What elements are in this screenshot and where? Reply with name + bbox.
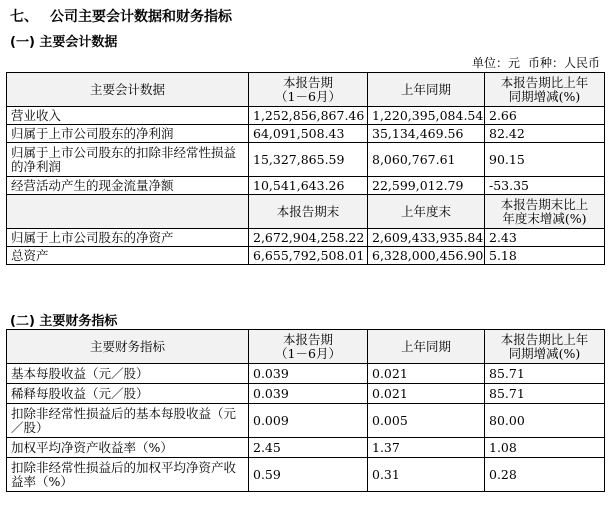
data-cell: 0.021	[368, 364, 485, 384]
data-cell: 归属于上市公司股东的净利润	[7, 125, 249, 143]
subsection-heading-accounting: (一) 主要会计数据	[10, 35, 118, 50]
table-row	[7, 107, 605, 125]
table-row	[7, 438, 605, 458]
data-cell: 1,252,856,867.46	[249, 107, 368, 125]
header-cell: 本报告期 （1－6月）	[249, 73, 368, 107]
subheader-cell: 上年度末	[368, 195, 485, 229]
data-cell: 1.08	[485, 438, 605, 458]
data-cell: 80.00	[485, 404, 605, 438]
data-cell: 0.005	[368, 404, 485, 438]
currency-label: 币种：人民币	[527, 56, 600, 70]
data-cell: 2,609,433,935.84	[368, 229, 485, 247]
data-cell: -53.35	[485, 177, 605, 195]
data-cell: 2,672,904,258.22	[249, 229, 368, 247]
header-cell: 上年同期	[368, 330, 485, 364]
section-title	[10, 6, 232, 26]
table-header-row	[7, 195, 605, 229]
data-cell: 85.71	[485, 384, 605, 404]
data-cell: 0.039	[249, 384, 368, 404]
table-row	[7, 143, 605, 177]
data-cell: 0.28	[485, 458, 605, 492]
table-row	[7, 247, 605, 265]
accounting-data-table	[6, 72, 605, 265]
data-cell: 0.039	[249, 364, 368, 384]
data-cell: 0.009	[249, 404, 368, 438]
data-cell: 8,060,767.61	[368, 143, 485, 177]
table-row	[7, 125, 605, 143]
data-cell: 扣除非经常性损益后的加权平均净资产收益率（%）	[7, 458, 249, 492]
table-row	[7, 177, 605, 195]
data-cell: 6,655,792,508.01	[249, 247, 368, 265]
data-cell: 扣除非经常性损益后的基本每股收益（元／股）	[7, 404, 249, 438]
table-header-row	[7, 73, 605, 107]
data-cell: 64,091,508.43	[249, 125, 368, 143]
table-row	[7, 229, 605, 247]
data-cell: 85.71	[485, 364, 605, 384]
data-cell: 基本每股收益（元／股）	[7, 364, 249, 384]
subheader-cell: 本报告期末比上 年度末增减(%)	[485, 195, 605, 229]
section-title-text: 公司主要会计数据和财务指标	[50, 9, 232, 25]
data-cell: 35,134,469.56	[368, 125, 485, 143]
data-cell: 稀释每股收益（元／股）	[7, 384, 249, 404]
section-number: 七、	[10, 9, 38, 25]
data-cell: 2.43	[485, 229, 605, 247]
subheader-cell: 本报告期末	[249, 195, 368, 229]
table-header-row	[7, 330, 605, 364]
data-cell: 10,541,643.26	[249, 177, 368, 195]
data-cell: 90.15	[485, 143, 605, 177]
data-cell: 2.45	[249, 438, 368, 458]
table-row	[7, 404, 605, 438]
subsection-heading-financial: (二) 主要财务指标	[10, 314, 118, 329]
data-cell: 总资产	[7, 247, 249, 265]
data-cell: 归属于上市公司股东的扣除非经常性损益的净利润	[7, 143, 249, 177]
financial-indicators-table	[6, 329, 605, 492]
data-cell: 82.42	[485, 125, 605, 143]
data-cell: 0.31	[368, 458, 485, 492]
unit-label: 单位：元	[471, 56, 520, 70]
data-cell: 营业收入	[7, 107, 249, 125]
header-cell: 本报告期比上年 同期增减(%)	[485, 73, 605, 107]
data-cell: 0.021	[368, 384, 485, 404]
header-cell: 上年同期	[368, 73, 485, 107]
table-row	[7, 458, 605, 492]
data-cell: 6,328,000,456.90	[368, 247, 485, 265]
data-cell: 加权平均净资产收益率（%）	[7, 438, 249, 458]
data-cell: 经营活动产生的现金流量净额	[7, 177, 249, 195]
header-cell: 主要财务指标	[7, 330, 249, 364]
table-row	[7, 384, 605, 404]
data-cell: 1.37	[368, 438, 485, 458]
table-row	[7, 364, 605, 384]
header-cell: 本报告期比上年 同期增减(%)	[485, 330, 605, 364]
data-cell: 2.66	[485, 107, 605, 125]
header-cell: 本报告期 （1－6月）	[249, 330, 368, 364]
header-cell: 主要会计数据	[7, 73, 249, 107]
data-cell: 22,599,012.79	[368, 177, 485, 195]
data-cell: 5.18	[485, 247, 605, 265]
subheader-cell	[7, 195, 249, 229]
data-cell: 归属于上市公司股东的净资产	[7, 229, 249, 247]
unit-line	[464, 54, 600, 71]
data-cell: 0.59	[249, 458, 368, 492]
data-cell: 15,327,865.59	[249, 143, 368, 177]
data-cell: 1,220,395,084.54	[368, 107, 485, 125]
